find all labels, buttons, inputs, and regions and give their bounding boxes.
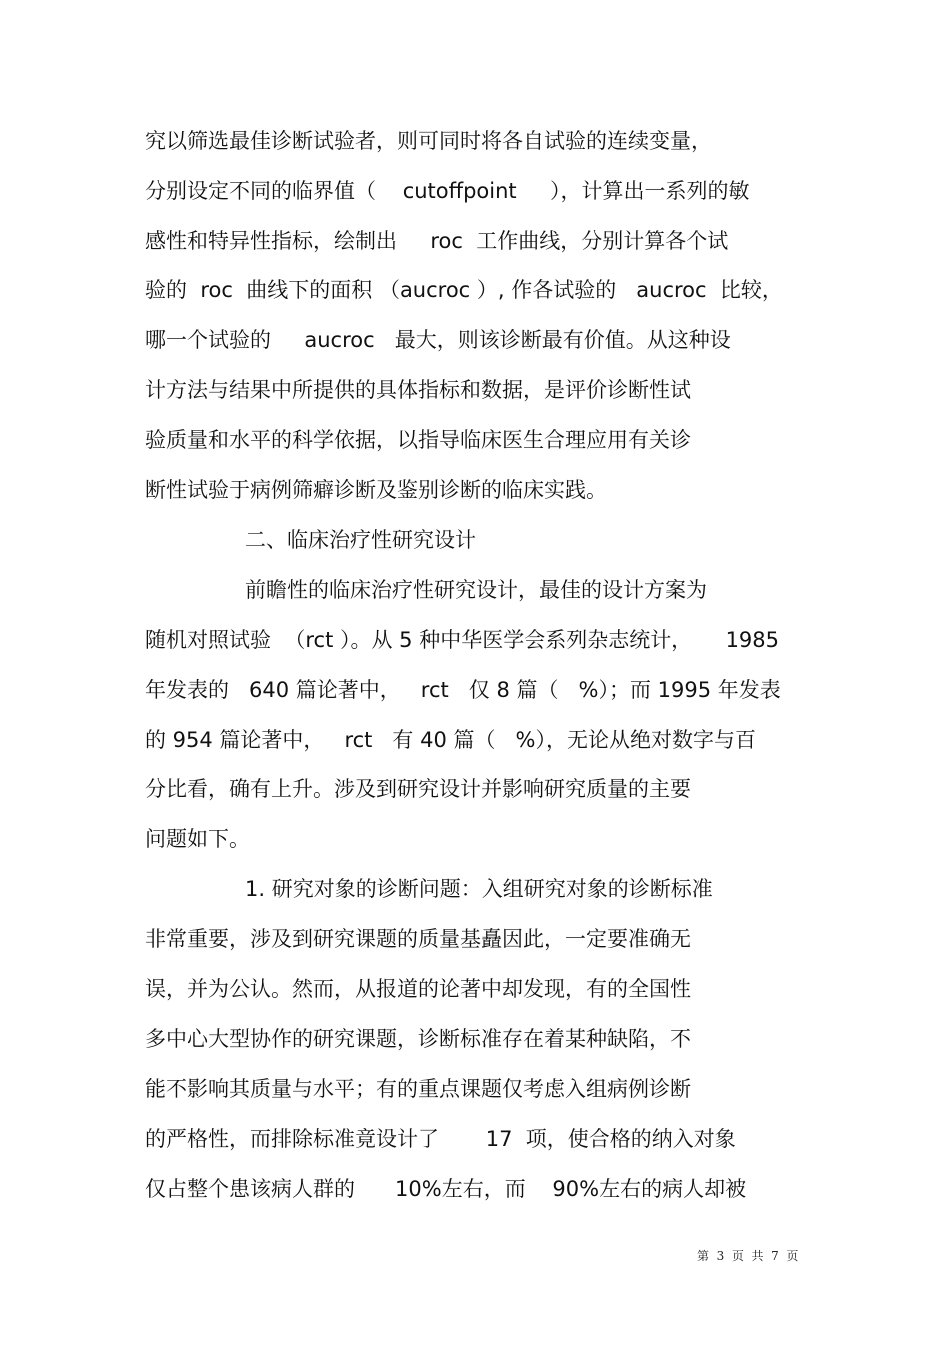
page-number-footer: 第 3 页 共 7 页 bbox=[697, 1249, 799, 1263]
body-line-11: 随机对照试验 （rct ）。从 5 种中华医学会系列杂志统计， 1985 bbox=[145, 628, 780, 652]
body-line-5: 哪一个试验的 aucroc 最大，则该诊断最有价值。从这种设 bbox=[145, 328, 731, 352]
body-line-22: 仅占整个患该病人群的 10%左右，而 90%左右的病人却被 bbox=[145, 1177, 747, 1201]
body-line-1: 究以筛选最佳诊断试验者，则可同时将各自试验的连续变量， bbox=[145, 129, 712, 153]
body-line-2: 分别设定不同的临界值（ cutoffpoint ），计算出一系列的敏 bbox=[145, 179, 750, 203]
body-line-8: 断性试验于病例筛癖诊断及鉴别诊断的临床实践。 bbox=[145, 478, 607, 502]
body-line-21: 的严格性，而排除标准竟设计了 17 项，使合格的纳入对象 bbox=[145, 1127, 736, 1151]
body-line-16: 1. 研究对象的诊断问题：入组研究对象的诊断标准 bbox=[245, 877, 713, 901]
body-line-15: 问题如下。 bbox=[145, 827, 250, 851]
body-line-17: 非常重要，涉及到研究课题的质量基矗因此，一定要准确无 bbox=[145, 927, 691, 951]
body-line-3: 感性和特异性指标，绘制出 roc 工作曲线，分别计算各个试 bbox=[145, 229, 729, 253]
body-line-20: 能不影响其质量与水平；有的重点课题仅考虑入组病例诊断 bbox=[145, 1077, 691, 1101]
body-line-10: 前瞻性的临床治疗性研究设计，最佳的设计方案为 bbox=[245, 578, 707, 602]
body-line-6: 计方法与结果中所提供的具体指标和数据，是评价诊断性试 bbox=[145, 378, 691, 402]
body-line-4: 验的 roc 曲线下的面积 （aucroc ）, 作各试验的 aucroc 比较， bbox=[145, 278, 783, 302]
body-line-13: 的 954 篇论著中， rct 有 40 篇（ %），无论从绝对数字与百 bbox=[145, 728, 756, 752]
body-line-18: 误，并为公认。然而，从报道的论著中却发现，有的全国性 bbox=[145, 977, 691, 1001]
body-line-14: 分比看，确有上升。涉及到研究设计并影响研究质量的主要 bbox=[145, 777, 691, 801]
body-line-19: 多中心大型协作的研究课题，诊断标准存在着某种缺陷，不 bbox=[145, 1027, 691, 1051]
body-line-7: 验质量和水平的科学依据，以指导临床医生合理应用有关诊 bbox=[145, 428, 691, 452]
body-line-12: 年发表的 640 篇论著中， rct 仅 8 篇（ %）；而 1995 年发表 bbox=[145, 678, 781, 702]
section-heading: 二、临床治疗性研究设计 bbox=[245, 528, 476, 552]
